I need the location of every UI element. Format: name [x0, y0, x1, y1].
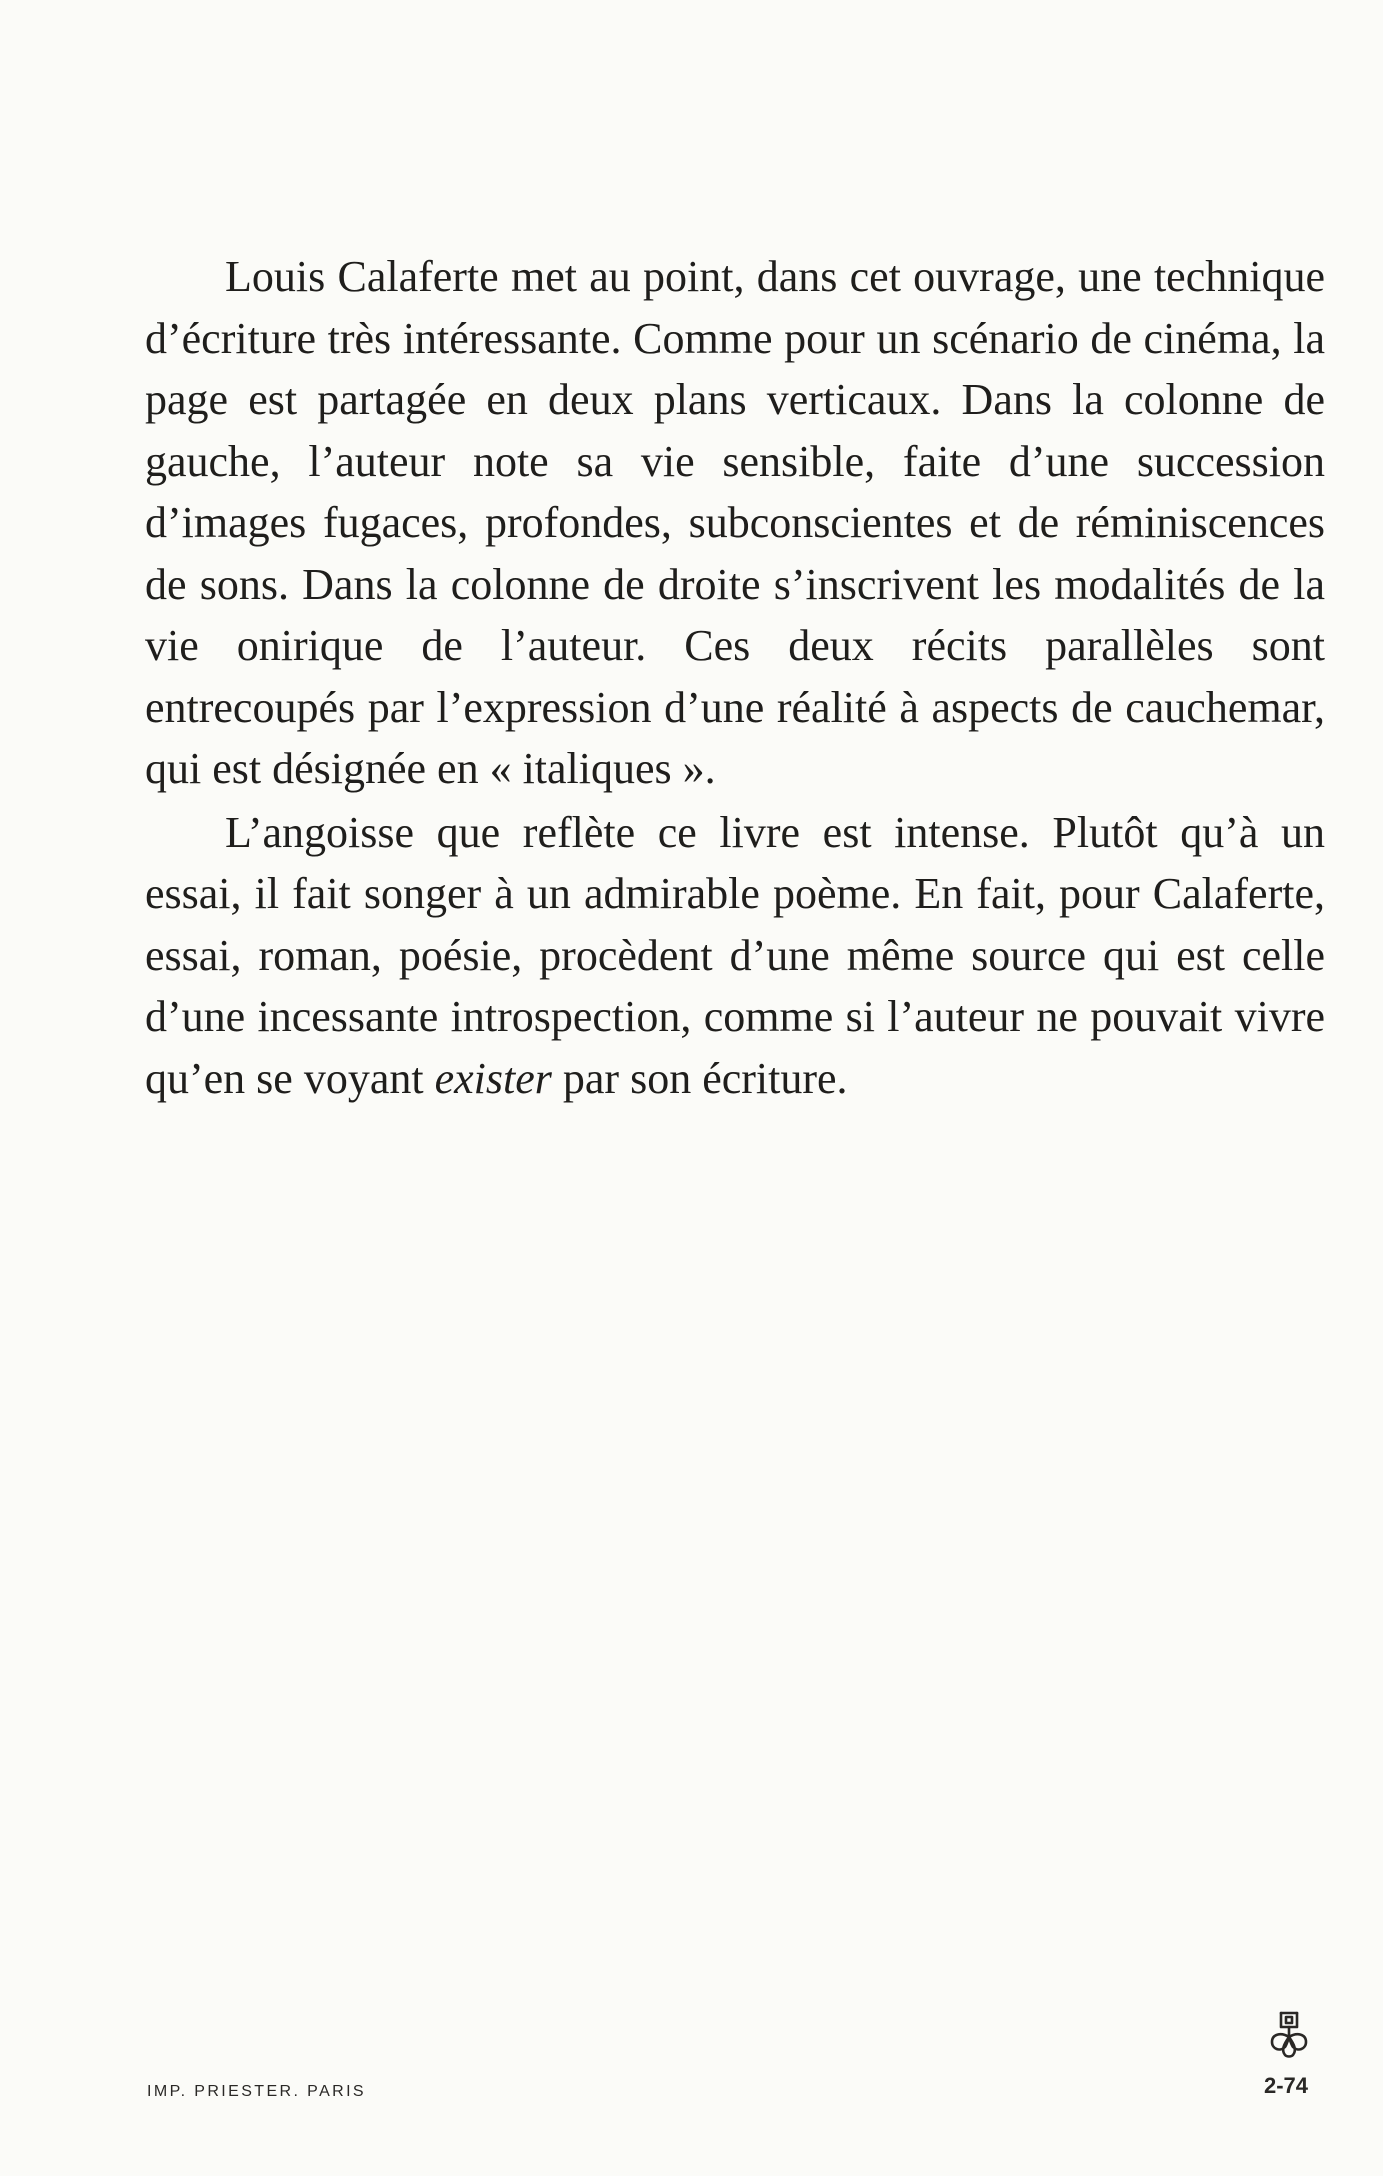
paragraph-1 — [145, 246, 1325, 800]
paragraph-2 — [145, 802, 1325, 1110]
paragraph-2-text-start: L’angoisse que reflète ce livre est intense. Plutôt qu’à un essai, il fait songer à un admirable poème. En fait, pour Calaferte, essai, roman, poésie, procèdent d’une même source qui est celle d’une incessante introspection, comme si l’auteur ne pouvait vivre qu’en se voyant — [145, 807, 1325, 1103]
printer-imprint: IMP. PRIESTER. PARIS — [147, 2083, 367, 2100]
paragraph-2-text-end: par son écriture. — [551, 1053, 848, 1103]
printer-emblem-icon — [1266, 2007, 1312, 2059]
italic-word: exister — [434, 1053, 552, 1103]
paragraph-1-text: Louis Calaferte met au point, dans cet ouvrage, une technique d’écriture très intéressante. Comme pour un scénario de cinéma, la page est partagée en deux plans verticaux. Dans la colonne de gauche, l’auteur note sa vie sensible, faite d’une succession d’images fugaces, profondes, subconscientes et de réminiscences de sons. Dans la colonne de droite s’inscrivent les modalités de la vie onirique de l’auteur. Ces deux récits parallèles sont entrecoupés par l’expression d’une réalité à aspects de cauchemar, qui est désignée en « italiques ». — [145, 252, 1325, 793]
edition-code: 2-74 — [1264, 2073, 1309, 2098]
body-text — [145, 246, 1325, 1109]
